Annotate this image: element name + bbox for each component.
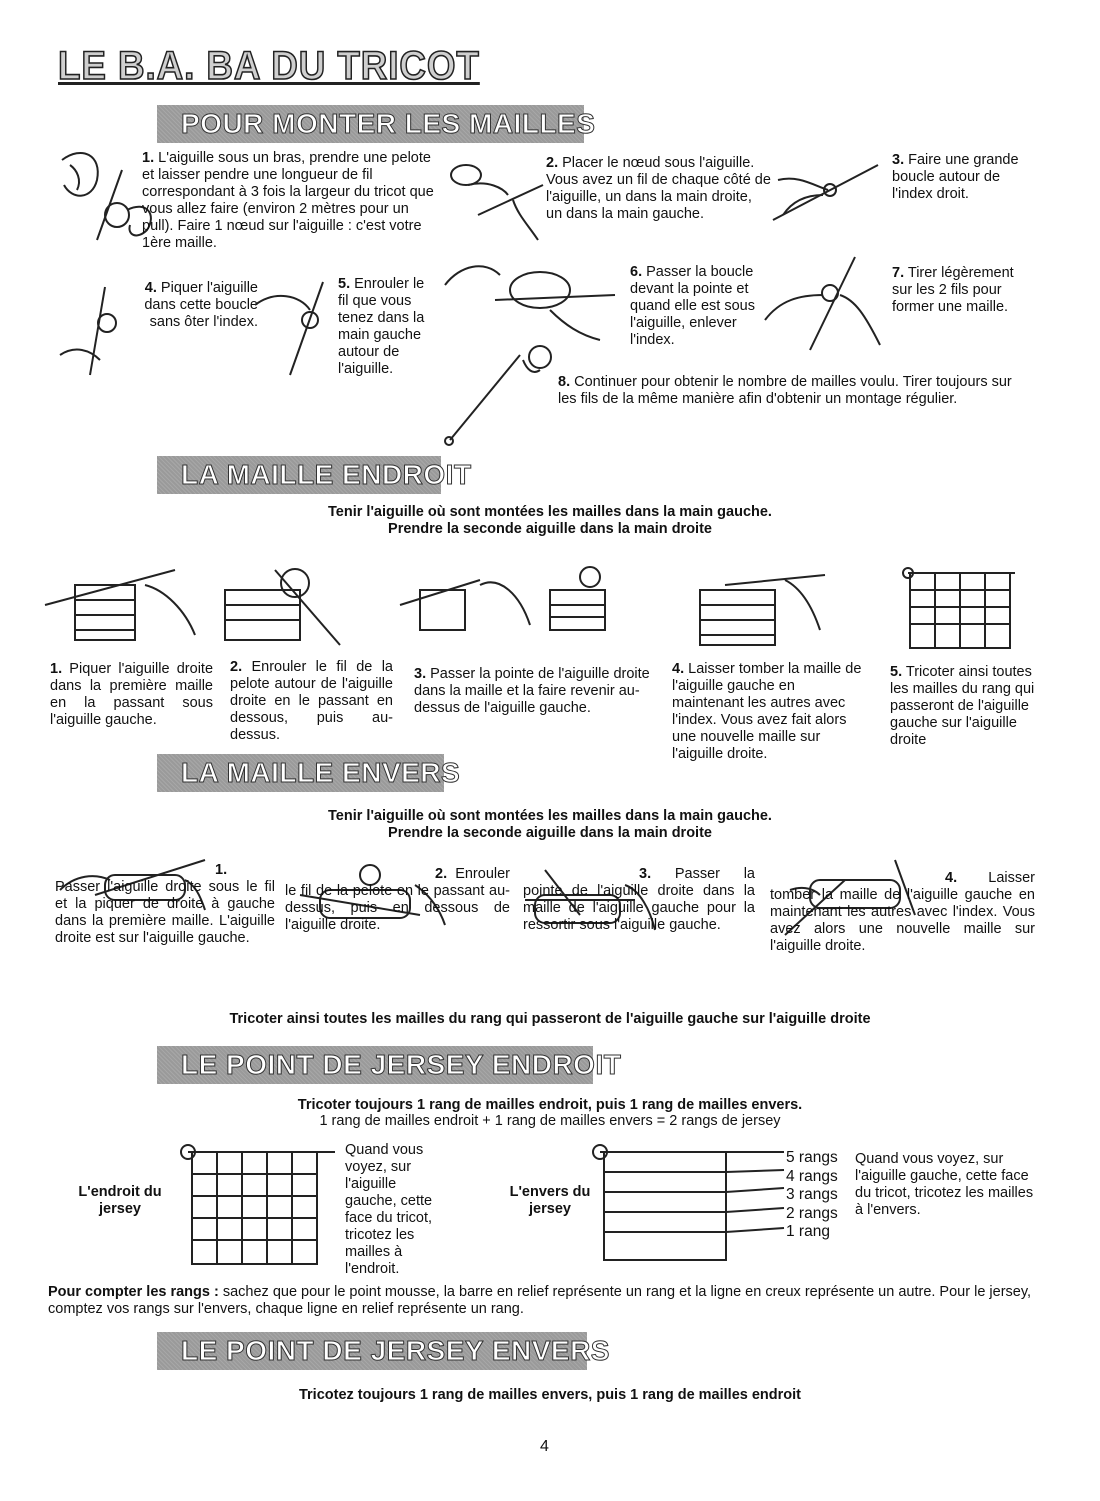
endroit-step-3 xyxy=(414,666,659,717)
monter-step-4 xyxy=(118,280,258,331)
step-number: 1. xyxy=(50,661,63,677)
step-text: Continuer pour obtenir le nombre de mailles voulu. Tirer toujours sur les fils de la même manière afin d'obtenir un montage régulier. xyxy=(558,374,1012,407)
step-number: 4. xyxy=(945,870,958,886)
monter-step-6 xyxy=(630,264,765,349)
rang-label: 4 rangs xyxy=(786,1167,838,1185)
step-number: 3. xyxy=(892,152,905,168)
step-number: 3. xyxy=(639,866,652,882)
monter-step-7 xyxy=(892,265,1032,316)
step-text: Tricoter ainsi toutes les mailles du rang qui passeront de l'aiguille gauche sur l'aiguille droite xyxy=(890,664,1035,748)
endroit-step-1 xyxy=(50,661,213,729)
page-title: LE B.A. BA DU TRICOT xyxy=(58,44,480,88)
envers-step-2 xyxy=(285,866,510,934)
step-number: 7. xyxy=(892,265,905,281)
jersey-endroit-text: Quand vous voyez, sur l'aiguille gauche, cette face du tricot, tricotez les mailles à l'endroit. xyxy=(345,1142,433,1277)
step-text: Laisser tomber la maille de l'aiguille gauche en maintenant les autres avec l'index. Vous avez fait alors une nouvelle maille sur l'aiguille droite. xyxy=(672,661,862,762)
step-number: 1. xyxy=(215,862,228,878)
rang-label: 3 rangs xyxy=(786,1186,838,1203)
envers-step-1 xyxy=(55,862,275,947)
monter-step-8 xyxy=(558,374,1033,408)
step-text: Passer la pointe de l'aiguille droite dans la maille de l'aiguille gauche pour la ressortir sous l'aiguille gauche. xyxy=(523,866,755,933)
step-illustration xyxy=(445,345,555,445)
step-number: 4. xyxy=(144,280,157,296)
monter-step-5 xyxy=(338,276,433,378)
envers-step-3 xyxy=(523,866,755,934)
page-number: 4 xyxy=(540,1438,549,1455)
jersey-endroit-label: L'endroit du jersey xyxy=(78,1184,162,1217)
section-banner-envers: LA MAILLE ENVERS xyxy=(157,754,444,792)
step-text: Passer la boucle devant la pointe et quand elle est sous l'aiguille, enlever l'index. xyxy=(630,264,755,348)
section-intro: Prendre la seconde aiguille dans la main droite xyxy=(388,825,712,841)
step-illustration xyxy=(440,250,620,345)
maille-endroit-illustrations xyxy=(45,565,1045,655)
jersey-envers-swatch xyxy=(592,1142,792,1267)
step-number: 1. xyxy=(142,150,155,166)
section-intro: Tricotez toujours 1 rang de mailles envers, puis 1 rang de mailles endroit xyxy=(298,1387,801,1403)
section-intro: Tricoter toujours 1 rang de mailles endroit, puis 1 rang de mailles envers. xyxy=(297,1097,803,1113)
step-text: Enrouler le fil que vous tenez dans la main gauche autour de l'aiguille. xyxy=(338,276,425,377)
step-number: 2. xyxy=(546,155,559,171)
monter-step-2 xyxy=(546,155,771,223)
monter-step-1 xyxy=(142,150,442,252)
step-text: Laisser tomber la maille de l'aiguille gauche en maintenant les autres avec l'index. Vous avez alors une nouvelle maille sur l'aiguille droite. xyxy=(770,870,1035,954)
rang-label: 5 rangs xyxy=(786,1149,838,1166)
step-number: 4. xyxy=(672,661,685,677)
rang-label: 1 rang xyxy=(786,1223,830,1240)
jersey-envers-label: L'envers du jersey xyxy=(509,1184,591,1217)
step-number: 6. xyxy=(630,264,643,280)
section-outro: Tricoter ainsi toutes les mailles du rang qui passeront de l'aiguille gauche sur l'aiguille droite xyxy=(229,1011,871,1027)
rangs-list xyxy=(786,1149,838,1242)
step-text: Enrouler le fil de la pelote autour de l'aiguille droite en le passant en dessous, puis au-dessus. xyxy=(230,659,394,743)
step-text: Faire une grande boucle autour de l'index droit. xyxy=(892,152,1019,202)
section-intro: 1 rang de mailles endroit + 1 rang de mailles envers = 2 rangs de jersey xyxy=(319,1113,781,1129)
endroit-step-2 xyxy=(230,659,393,744)
count-rows-text: sachez que pour le point mousse, la barre en relief représente un rang et la ligne en creux représente un autre. Pour le jersey, comptez vos rangs sur l'envers, chaque ligne en relief représente un rang. xyxy=(48,1284,1032,1317)
step-text: Tirer légèrement sur les 2 fils pour former une maille. xyxy=(892,265,1014,315)
step-illustration xyxy=(448,160,548,240)
jersey-envers-text: Quand vous voyez, sur l'aiguille gauche, cette face du tricot, tricotez les mailles à l'envers. xyxy=(855,1151,1034,1218)
step-text: Piquer l'aiguille dans cette boucle sans ôter l'index. xyxy=(144,280,258,330)
step-text: Piquer l'aiguille droite dans la première maille en la passant sous l'aiguille gauche. xyxy=(50,661,214,728)
step-number: 3. xyxy=(414,666,427,682)
step-number: 2. xyxy=(435,866,448,882)
step-text: Passer la pointe de l'aiguille droite dans la maille et la faire revenir au-dessus de l'aiguille gauche. xyxy=(414,666,650,716)
section-banner-jersey-endroit: LE POINT DE JERSEY ENDROIT xyxy=(157,1046,593,1084)
step-illustration xyxy=(245,280,335,380)
step-illustration xyxy=(768,160,883,225)
step-text: Enrouler le fil de la pelote en le passant au-dessus, puis en dessous de l'aiguille droite. xyxy=(285,866,510,933)
count-rows-note xyxy=(48,1284,1043,1318)
step-number: 5. xyxy=(338,276,351,292)
rang-label: 2 rangs xyxy=(786,1204,838,1222)
step-text: L'aiguille sous un bras, prendre une pelote et laisser pendre une longueur de fil correspondant à 3 fois la largeur du tricot que vous allez faire (environ 2 mètres pour un pull). Faire 1 nœud sur l'aiguille : c'est votre 1ère maille. xyxy=(142,150,434,251)
step-illustration xyxy=(755,255,885,355)
section-banner-monter: POUR MONTER LES MAILLES xyxy=(157,105,584,143)
step-text: Passer l'aiguille droite sous le fil et la piquer de droite à gauche dans la première maille. L'aiguille droite est sur l'aiguille gauche. xyxy=(55,879,275,946)
step-number: 2. xyxy=(230,659,243,675)
step-number: 5. xyxy=(890,664,903,680)
section-intro: Prendre la seconde aiguille dans la main droite xyxy=(388,521,712,537)
count-rows-label: Pour compter les rangs : xyxy=(48,1284,219,1300)
jersey-endroit-swatch xyxy=(180,1142,340,1267)
envers-step-4 xyxy=(770,870,1035,955)
endroit-step-5 xyxy=(890,664,1040,749)
section-banner-endroit: LA MAILLE ENDROIT xyxy=(157,456,441,494)
section-intro: Tenir l'aiguille où sont montées les mailles dans la main gauche. xyxy=(328,504,772,520)
step-text: Placer le nœud sous l'aiguille. Vous avez un fil de chaque côté de l'aiguille, un dans la main droite, un dans la main gauche. xyxy=(546,155,771,222)
section-intro: Tenir l'aiguille où sont montées les mailles dans la main gauche. xyxy=(328,808,772,824)
step-number: 8. xyxy=(558,374,571,390)
section-banner-jersey-envers: LE POINT DE JERSEY ENVERS xyxy=(157,1332,587,1370)
endroit-step-4 xyxy=(672,661,867,763)
monter-step-3 xyxy=(892,152,1032,203)
